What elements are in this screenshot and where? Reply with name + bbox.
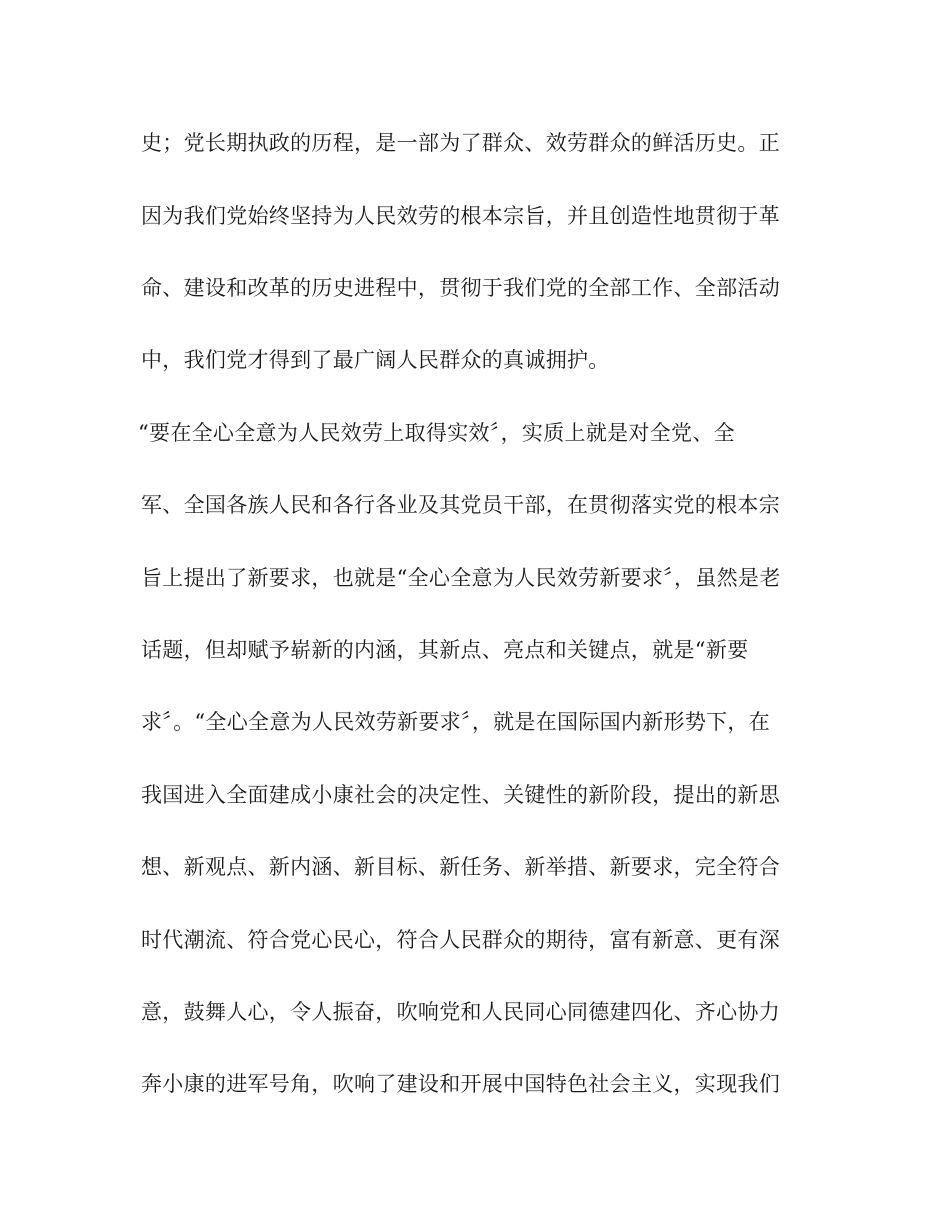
text-line: 因为我们党始终坚持为人民效劳的根本宗旨，并且创造性地贯彻于革 bbox=[141, 204, 780, 228]
text-line: 求〞。“全心全意为人民效劳新要求〞，就是在国际国内新形势下，在 bbox=[141, 710, 771, 734]
text-line: 史；党长期执政的历程，是一部为了群众、效劳群众的鲜活历史。正 bbox=[141, 131, 780, 155]
text-line: 中，我们党才得到了最广阔人民群众的真诚拥护。 bbox=[141, 348, 610, 372]
text-line: “要在全心全意为人民效劳上取得实效〞，实质上就是对全党、全 bbox=[138, 421, 735, 445]
text-line: 旨上提出了新要求，也就是“全心全意为人民效劳新要求〞，虽然是老 bbox=[141, 566, 781, 590]
text-line: 军、全国各族人民和各行各业及其党员干部，在贯彻落实党的根本宗 bbox=[141, 493, 780, 517]
text-line: 意，鼓舞人心，令人振奋，吹响党和人民同心同德建四化、齐心协力 bbox=[141, 1000, 780, 1024]
text-line: 想、新观点、新内涵、新目标、新任务、新举措、新要求，完全符合 bbox=[141, 855, 780, 879]
text-line: 命、建设和改革的历史进程中，贯彻于我们党的全部工作、全部活动 bbox=[141, 276, 780, 300]
text-line: 话题，但却赋予崭新的内涵，其新点、亮点和关键点，就是“新要 bbox=[141, 638, 749, 662]
text-line: 我国进入全面建成小康社会的决定性、关键性的新阶段，提出的新思 bbox=[141, 783, 780, 807]
text-line: 奔小康的进军号角，吹响了建设和开展中国特色社会主义，实现我们 bbox=[141, 1072, 780, 1096]
text-line: 时代潮流、符合党心民心，符合人民群众的期待，富有新意、更有深 bbox=[141, 928, 780, 952]
